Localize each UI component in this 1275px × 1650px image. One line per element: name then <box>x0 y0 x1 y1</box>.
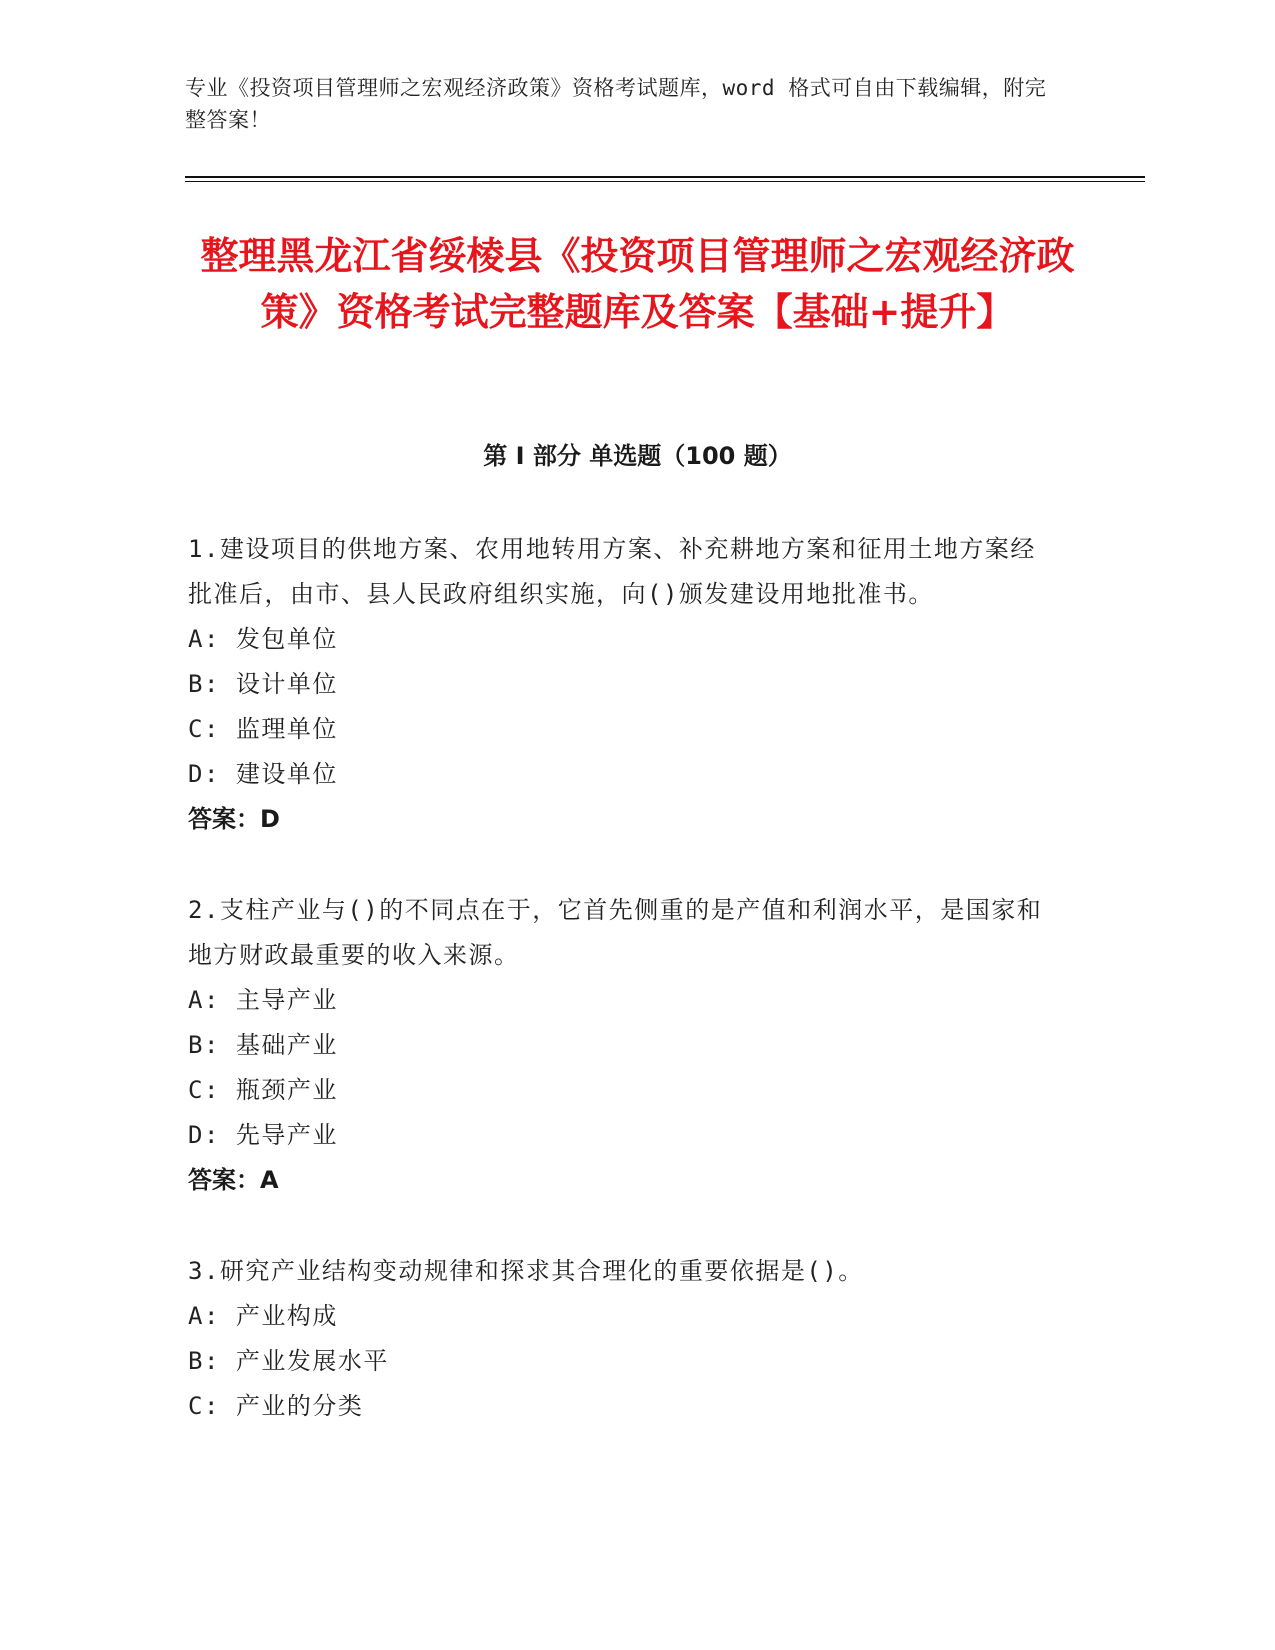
option-b: B: 基础产业 <box>188 1031 338 1059</box>
question-stem: 1.建设项目的供地方案、农用地转用方案、补充耕地方案和征用土地方案经批准后，由市、县人民政府组织实施，向()颁发建设用地批准书。 <box>188 535 1036 608</box>
header-divider-thick <box>185 176 1145 178</box>
question-2 <box>188 888 1058 1203</box>
option-b: B: 产业发展水平 <box>188 1347 389 1375</box>
document-title: 整理黑龙江省绥棱县《投资项目管理师之宏观经济政策》资格考试完整题库及答案【基础+提升】 <box>200 234 1075 334</box>
option-c: C: 瓶颈产业 <box>188 1076 338 1104</box>
question-1 <box>188 527 1058 842</box>
header-note: 专业《投资项目管理师之宏观经济政策》资格考试题库，word 格式可自由下载编辑，附完整答案！ <box>185 76 1047 132</box>
option-a: A: 发包单位 <box>188 625 338 653</box>
option-d: D: 先导产业 <box>188 1121 338 1149</box>
question-stem: 3.研究产业结构变动规律和探求其合理化的重要依据是()。 <box>188 1257 864 1285</box>
answer-line: 答案：A <box>188 1166 279 1194</box>
question-list <box>188 527 1058 1475</box>
answer-line: 答案：D <box>188 805 280 833</box>
section-heading: 第 I 部分 单选题（100 题） <box>483 442 792 470</box>
option-c: C: 产业的分类 <box>188 1392 364 1420</box>
option-b: B: 设计单位 <box>188 670 338 698</box>
option-a: A: 产业构成 <box>188 1302 338 1330</box>
question-stem: 2.支柱产业与()的不同点在于，它首先侧重的是产值和利润水平，是国家和地方财政最重要的收入来源。 <box>188 896 1043 969</box>
option-d: D: 建设单位 <box>188 760 338 788</box>
option-a: A: 主导产业 <box>188 986 338 1014</box>
option-c: C: 监理单位 <box>188 715 338 743</box>
question-3 <box>188 1249 1058 1429</box>
header-divider-thin <box>185 181 1145 182</box>
